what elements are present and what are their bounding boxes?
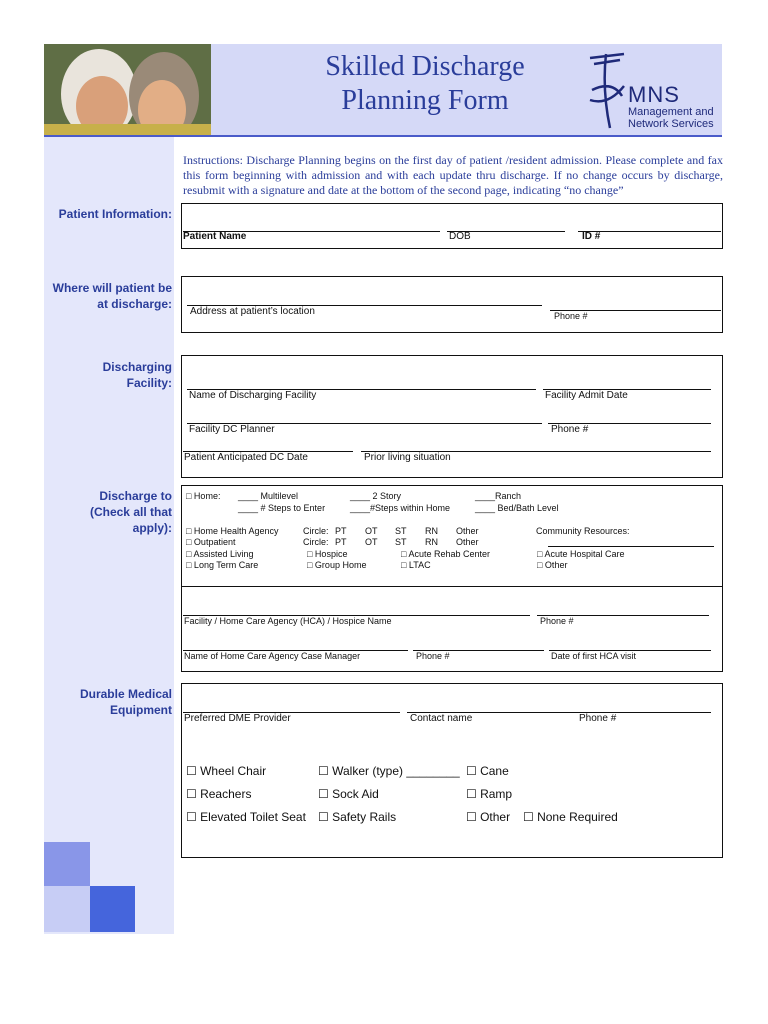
label-discharge-to <box>90 488 172 536</box>
couple-photo <box>44 44 211 135</box>
label-dme-1: Durable Medical <box>79 687 172 701</box>
label-dme <box>80 686 172 718</box>
label-disch-to-2: (Check all that <box>89 505 172 519</box>
safety-rails-checkbox[interactable]: ☐ Safety Rails <box>318 810 397 824</box>
logo-main: MNS <box>628 82 680 107</box>
bed-bath: ____ Bed/Bath Level <box>475 503 559 513</box>
rn-option[interactable]: RN <box>425 537 438 547</box>
label-disch-fac-2: Facility: <box>126 376 172 390</box>
community-line <box>548 546 714 547</box>
admit-date-label: Facility Admit Date <box>545 390 628 401</box>
fac-name-label: Facility / Home Care Agency (HCA) / Hospice Name <box>184 616 392 626</box>
dme-contact-label: Contact name <box>410 713 473 724</box>
decor-square <box>44 886 90 932</box>
pt-option[interactable]: PT <box>335 537 347 547</box>
pt-option[interactable]: PT <box>335 526 347 536</box>
case-mgr-label: Name of Home Care Agency Case Manager <box>184 651 361 661</box>
label-disch-to-3: apply): <box>132 521 172 535</box>
title-line-1: Skilled Discharge <box>325 51 525 82</box>
outpatient-checkbox[interactable]: □ Outpatient <box>186 537 236 547</box>
circle-label: Circle: <box>303 526 329 536</box>
label-where-1: Where will patient be <box>52 281 172 295</box>
dob-label: DOB <box>449 231 471 242</box>
circle-label: Circle: <box>303 537 329 547</box>
label-where <box>53 280 172 312</box>
dme-other-checkbox[interactable]: ☐ Other <box>466 810 511 824</box>
label-discharging-facility <box>103 359 172 391</box>
assisted-checkbox[interactable]: □ Assisted Living <box>186 549 254 559</box>
instructions: Instructions: Discharge Planning begins on the first day of patient /resident admission. Please complete and fax this form beginning with admission and with each update thru discharge. If no change occurs by discharge, resubmit with a signature and date at the bottom of the second page, indicating “no change” <box>183 153 723 197</box>
other-option[interactable]: Other <box>456 526 479 536</box>
decor-square <box>44 842 90 886</box>
discharge-to-box[interactable] <box>181 485 723 672</box>
reachers-checkbox[interactable]: ☐ Reachers <box>186 787 252 801</box>
facility-phone-label: Phone # <box>551 424 589 435</box>
acute-hosp-checkbox[interactable]: □ Acute Hospital Care <box>537 549 625 559</box>
label-patient-info: Patient Information: <box>58 207 172 221</box>
label-disch-to-1: Discharge to <box>99 489 172 503</box>
logo-sub <box>628 106 714 130</box>
ranch: ____Ranch <box>475 491 522 501</box>
facility-name-label: Name of Discharging Facility <box>189 390 317 401</box>
home-checkbox[interactable]: □ Home: <box>186 491 221 501</box>
group-home-checkbox[interactable]: □ Group Home <box>307 560 367 570</box>
label-disch-fac-1: Discharging <box>102 360 172 374</box>
hha-checkbox[interactable]: □ Home Health Agency <box>186 526 279 536</box>
where-phone-label: Phone # <box>554 311 588 321</box>
planner-label: Facility DC Planner <box>189 424 275 435</box>
dc-date-label: Patient Anticipated DC Date <box>184 452 308 463</box>
patient-info-box[interactable] <box>181 203 723 249</box>
id-label: ID # <box>582 231 601 242</box>
discharge-to-divider <box>182 586 722 587</box>
dme-phone-label: Phone # <box>579 713 617 724</box>
dme-provider-label: Preferred DME Provider <box>184 713 291 724</box>
logo-sub-2: Network Services <box>628 118 714 130</box>
st-option[interactable]: ST <box>395 537 407 547</box>
logo-sub-1: Management and <box>628 106 714 118</box>
decor-square <box>90 886 135 932</box>
ltac-checkbox[interactable]: □ LTAC <box>401 560 431 570</box>
acute-rehab-checkbox[interactable]: □ Acute Rehab Center <box>401 549 490 559</box>
case-phone-label: Phone # <box>416 651 450 661</box>
ot-option[interactable]: OT <box>365 526 378 536</box>
first-visit-label: Date of first HCA visit <box>551 651 637 661</box>
address-label: Address at patient’s location <box>190 306 315 317</box>
sock-aid-checkbox[interactable]: ☐ Sock Aid <box>318 787 379 801</box>
toilet-seat-checkbox[interactable]: ☐ Elevated Toilet Seat <box>186 810 306 824</box>
patient-name-label: Patient Name <box>183 231 247 242</box>
wheelchair-checkbox[interactable]: ☐ Wheel Chair <box>186 764 267 778</box>
title-line-2: Planning Form <box>341 85 509 116</box>
community-other-checkbox[interactable]: □ Other <box>537 560 568 570</box>
fac-phone-label: Phone # <box>540 616 574 626</box>
ot-option[interactable]: OT <box>365 537 378 547</box>
rn-option[interactable]: RN <box>425 526 438 536</box>
label-dme-2: Equipment <box>110 703 172 717</box>
community-label: Community Resources: <box>536 526 630 536</box>
page-title <box>300 50 550 118</box>
st-option[interactable]: ST <box>395 526 407 536</box>
ramp-checkbox[interactable]: ☐ Ramp <box>466 787 513 801</box>
steps-home: ____#Steps within Home <box>350 503 451 513</box>
prior-label: Prior living situation <box>364 452 451 463</box>
multilevel: ____ Multilevel <box>238 491 299 501</box>
ltc-checkbox[interactable]: □ Long Term Care <box>186 560 259 570</box>
cane-checkbox[interactable]: ☐ Cane <box>466 764 509 778</box>
walker-checkbox[interactable]: ☐ Walker (type) ________ <box>318 764 460 778</box>
other-option[interactable]: Other <box>456 537 479 547</box>
two-story: ____ 2 Story <box>350 491 402 501</box>
hospice-checkbox[interactable]: □ Hospice <box>307 549 348 559</box>
label-where-2: at discharge: <box>97 297 172 311</box>
steps-enter: ____ # Steps to Enter <box>238 503 326 513</box>
none-required-checkbox[interactable]: ☐ None Required <box>523 810 618 824</box>
